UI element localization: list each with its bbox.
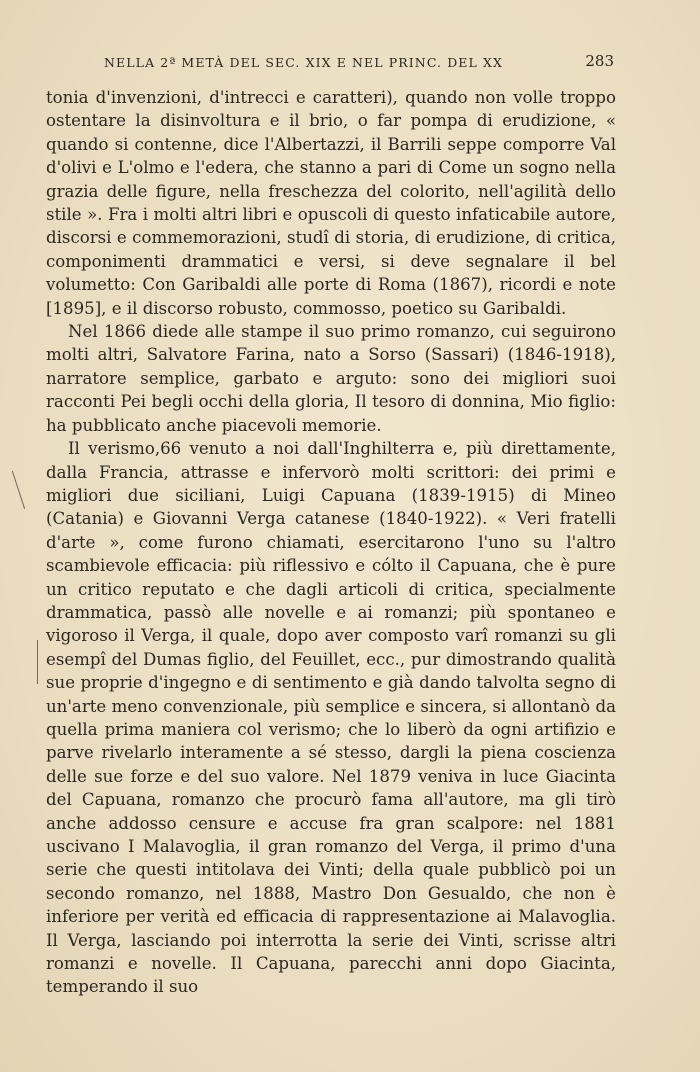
running-title: NELLA 2ª METÀ DEL SEC. XIX E NEL PRINC. DEL XX [104, 55, 504, 70]
page-number: 283 [585, 52, 614, 70]
pencil-margin-mark [37, 640, 38, 684]
body-text [46, 86, 616, 999]
paragraph-continuation: tonia d'invenzioni, d'intrecci e caratteri), quando non volle troppo ostentare la disinvoltura e il brio, o far pompa di erudizione, « quando si contenne, dice l'Albertazzi, il Barrili seppe comporre Val d'olivi e L'olmo e l'edera, che stanno a pari di Come un sogno nella grazia delle figure, nella freschezza del colorito, nell'agilità dello stile ». Fra i molti altri libri e opuscoli di questo infaticabile autore, discorsi e commemorazioni, studî di storia, di erudizione, di critica, componimenti drammatici e versi, si deve segnalare il bel volumetto: Con Garibaldi alle porte di Roma (1867), ricordi e note [1895], e il discorso robusto, commosso, poetico su Garibaldi. [46, 88, 616, 318]
running-header [104, 52, 614, 74]
pencil-margin-mark [12, 471, 25, 509]
paragraph-farina: Nel 1866 diede alle stampe il suo primo romanzo, cui seguirono molti altri, Salvatore Farina, nato a Sorso (Sassari) (1846-1918), narratore semplice, garbato e arguto: sono dei migliori suoi racconti Pei begli occhi della gloria, Il tesoro di donnina, Mio figlio: ha pubblicato anche piacevoli memorie. [46, 322, 616, 435]
paragraph-verismo: Il verismo,66 venuto a noi dall'Inghilterra e, più direttamente, dalla Francia, attrasse e infervorò molti scrittori: dei primi e migliori due siciliani, Luigi Capuana (1839-1915) di Mineo (Catania) e Giovanni Verga catanese (1840-1922). « Veri fratelli d'arte », come furono chiamati, esercitarono l'uno su l'altro scambievole efficacia: più riflessivo e cólto il Capuana, che è pure un critico reputato e che dagli articoli di critica, specialmente drammatica, passò alle novelle e ai romanzi; più spontaneo e vigoroso il Verga, il quale, dopo aver composto varî romanzi su gli esempî del Dumas figlio, del Feuillet, ecc., pur dimostrando qualità sue proprie d'ingegno e di sentimento e già dando talvolta segno di un'arte meno convenzionale, più semplice e sincera, si allontanò da quella prima maniera col verismo; che lo liberò da ogni artifizio e parve rivelarlo interamente a sé stesso, dargli la piena coscienza delle sue forze e del suo valore. Nel 1879 veniva in luce Giacinta del Capuana, romanzo che procurò fama all'autore, ma gli tirò anche addosso censure e accuse fra gran scalpore: nel 1881 uscivano I Malavoglia, il gran romanzo del Verga, il primo d'una serie che questi intitolava dei Vinti; della quale pubblicò poi un secondo romanzo, nel 1888, Mastro Don Gesualdo, che non è inferiore per verità ed efficacia di rappresentazione ai Malavoglia. Il Verga, lasciando poi interrotta la serie dei Vinti, scrisse altri romanzi e novelle. Il Capuana, parecchi anni dopo Giacinta, temperando il suo [46, 439, 616, 997]
